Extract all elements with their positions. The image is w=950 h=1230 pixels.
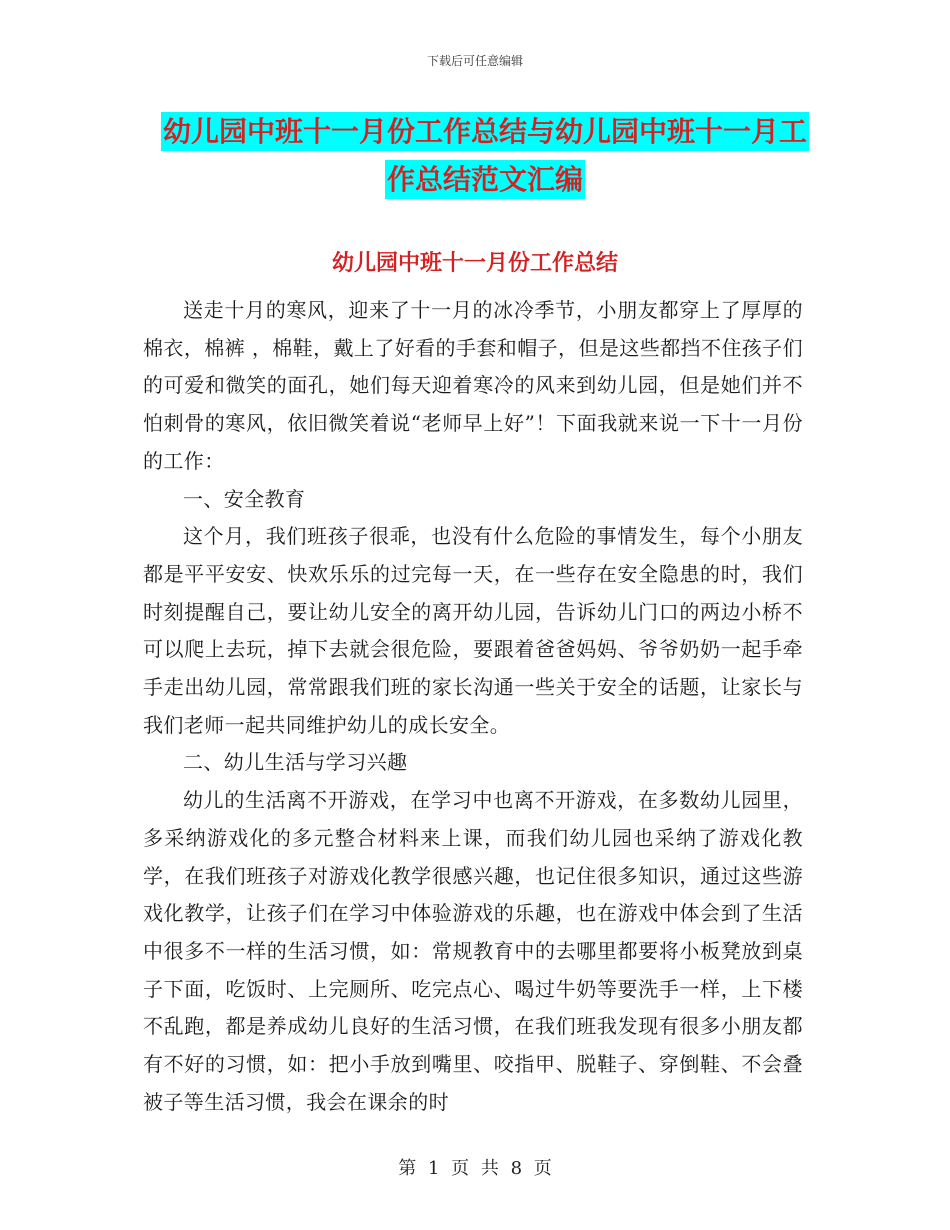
document-body — [143, 292, 803, 1121]
document-title — [150, 108, 820, 204]
document-title-line-1: 幼儿园中班十一月份工作总结与幼儿园中班十一月工 — [161, 112, 809, 151]
intro-paragraph: 送走十月的寒风，迎来了十一月的冰冷季节，小朋友都穿上了厚厚的棉衣，棉裤 ，棉鞋，戴上了好看的手套和帽子，但是这些都挡不住孩子们的可爱和微笑的面孔，她们每天迎着寒冷的风来到幼儿园，但是她们并不怕刺骨的寒风，依旧微笑着说“老师早上好”！下面我就来说一下十一月份的工作： — [143, 298, 803, 473]
life-learning-paragraph: 幼儿的生活离不开游戏，在学习中也离不开游戏，在多数幼儿园里，多采纳游戏化的多元整合材料来上课，而我们幼儿园也采纳了游戏化教学，在我们班孩子对游戏化教学很感兴趣，也记住很多知识，通过这些游戏化教学，让孩子们在学习中体验游戏的乐趣，也在游戏中体会到了生活中很多不一样的生活习惯，如：常规教育中的去哪里都要将小板凳放到桌子下面，吃饭时、上完厕所、吃完点心、喝过牛奶等要洗手一样，上下楼不乱跑，都是养成幼儿良好的生活习惯，在我们班我发现有很多小朋友都有不好的习惯，如：把小手放到嘴里、咬指甲、脱鞋子、穿倒鞋、不会叠被子等生活习惯，我会在课余的时 — [143, 788, 803, 1114]
safety-paragraph: 这个月，我们班孩子很乖，也没有什么危险的事情发生，每个小朋友都是平平安安、快欢乐乐的过完每一天，在一些存在安全隐患的时，我们时刻提醒自己，要让幼儿安全的离开幼儿园，告诉幼儿门口的两边小桥不可以爬上去玩，掉下去就会很危险，要跟着爸爸妈妈、爷爷奶奶一起手牵手走出幼儿园，常常跟我们班的家长沟通一些关于安全的话题，让家长与我们老师一起共同维护幼儿的成长安全。 — [143, 524, 803, 737]
section-title: 幼儿园中班十一月份工作总结 — [331, 251, 618, 276]
header-note: 下载后可任意编辑 — [426, 54, 523, 68]
document-title-line-2: 作总结范文汇编 — [385, 160, 585, 199]
page-number-footer: 第 1 页 共 8 页 — [398, 1158, 552, 1179]
heading-safety-education: 一、安全教育 — [183, 486, 306, 511]
heading-life-and-learning: 二、幼儿生活与学习兴趣 — [183, 750, 408, 775]
